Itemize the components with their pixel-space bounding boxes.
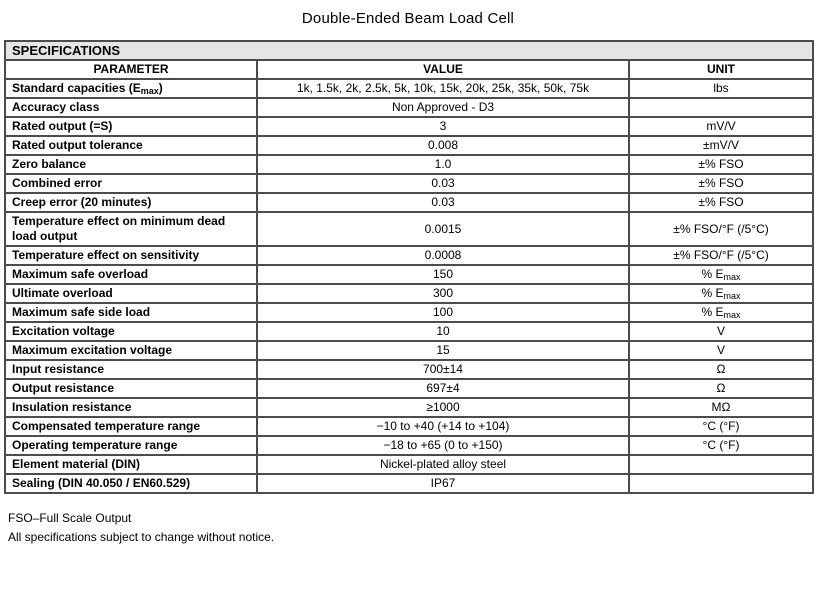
table-row — [5, 79, 813, 98]
value-cell: −18 to +65 (0 to +150) — [257, 436, 629, 455]
table-row — [5, 360, 813, 379]
unit-cell: ±% FSO — [629, 193, 813, 212]
table-row — [5, 136, 813, 155]
unit-cell: mV/V — [629, 117, 813, 136]
table-row — [5, 284, 813, 303]
parameter-cell: Standard capacities $(E_{max})$ — [5, 79, 257, 98]
value-cell: IP67 — [257, 474, 629, 493]
unit-cell: °C (°F) — [629, 436, 813, 455]
unit-cell — [629, 455, 813, 474]
parameter-cell: Zero balance — [5, 155, 257, 174]
unit-cell: °C (°F) — [629, 417, 813, 436]
page-title: Double-Ended Beam Load Cell — [301, 10, 515, 27]
parameter-cell: Operating temperature range — [5, 436, 257, 455]
parameter-cell: Element material (DIN) — [5, 455, 257, 474]
unit-cell — [629, 98, 813, 117]
parameter-cell: Sealing (DIN 40.050 / EN60.529) — [5, 474, 257, 493]
value-cell: ≥1000 — [257, 398, 629, 417]
parameter-cell: Temperature effect on sensitivity — [5, 246, 257, 265]
table-row — [5, 474, 813, 493]
unit-cell: % $E_{max}$ — [629, 303, 813, 322]
spec-table-body — [5, 79, 813, 493]
parameter-cell: Excitation voltage — [5, 322, 257, 341]
parameter-cell: Rated output (=S) — [5, 117, 257, 136]
column-header-row — [5, 60, 813, 79]
value-cell: −10 to +40 (+14 to +104) — [257, 417, 629, 436]
parameter-cell: Maximum safe side load — [5, 303, 257, 322]
unit-cell: ±% FSO/°F (/5°C) — [629, 212, 813, 246]
specifications-table — [4, 40, 814, 494]
table-section-header: SPECIFICATIONS — [5, 41, 813, 60]
unit-cell: ±mV/V — [629, 136, 813, 155]
unit-cell: % $E_{max}$ — [629, 265, 813, 284]
parameter-cell: Maximum safe overload — [5, 265, 257, 284]
unit-cell: MΩ — [629, 398, 813, 417]
table-row — [5, 322, 813, 341]
parameter-cell: Compensated temperature range — [5, 417, 257, 436]
column-header-unit: UNIT — [629, 60, 813, 79]
unit-cell: V — [629, 341, 813, 360]
unit-cell: Ω — [629, 379, 813, 398]
value-cell: 0.0015 — [257, 212, 629, 246]
unit-cell: ±% FSO/°F (/5°C) — [629, 246, 813, 265]
parameter-cell: Combined error — [5, 174, 257, 193]
value-cell: 0.0008 — [257, 246, 629, 265]
unit-cell: Ω — [629, 360, 813, 379]
table-row — [5, 436, 813, 455]
parameter-cell: Creep error (20 minutes) — [5, 193, 257, 212]
column-header-parameter: PARAMETER — [5, 60, 257, 79]
table-row — [5, 341, 813, 360]
parameter-cell: Input resistance — [5, 360, 257, 379]
value-cell: 0.03 — [257, 174, 629, 193]
table-row — [5, 379, 813, 398]
parameter-cell: Ultimate overload — [5, 284, 257, 303]
unit-cell: V — [629, 322, 813, 341]
parameter-cell: Maximum excitation voltage — [5, 341, 257, 360]
parameter-cell: Output resistance — [5, 379, 257, 398]
table-row — [5, 265, 813, 284]
table-row — [5, 174, 813, 193]
footnotes — [8, 509, 816, 547]
value-cell: 3 — [257, 117, 629, 136]
table-row — [5, 246, 813, 265]
value-cell: 150 — [257, 265, 629, 284]
unit-cell: % $E_{max}$ — [629, 284, 813, 303]
value-cell: Non Approved - D3 — [257, 98, 629, 117]
footnote-disclaimer: All specifications subject to change without notice. — [8, 530, 275, 544]
value-cell: 300 — [257, 284, 629, 303]
table-row — [5, 212, 813, 246]
value-cell: 700±14 — [257, 360, 629, 379]
value-cell: 1.0 — [257, 155, 629, 174]
footnote-fso: FSO–Full Scale Output — [8, 511, 132, 525]
table-row — [5, 98, 813, 117]
table-row — [5, 398, 813, 417]
parameter-cell: Insulation resistance — [5, 398, 257, 417]
unit-cell: lbs — [629, 79, 813, 98]
value-cell: 10 — [257, 322, 629, 341]
section-header-row — [5, 41, 813, 60]
unit-cell: ±% FSO — [629, 155, 813, 174]
parameter-cell: Rated output tolerance — [5, 136, 257, 155]
value-cell: 1k, 1.5k, 2k, 2.5k, 5k, 10k, 15k, 20k, 25k, 35k, 50k, 75k — [257, 79, 629, 98]
table-row — [5, 117, 813, 136]
table-row — [5, 417, 813, 436]
value-cell: 100 — [257, 303, 629, 322]
unit-cell — [629, 474, 813, 493]
table-row — [5, 455, 813, 474]
unit-cell: ±% FSO — [629, 174, 813, 193]
column-header-value: VALUE — [257, 60, 629, 79]
table-row — [5, 193, 813, 212]
table-row — [5, 303, 813, 322]
value-cell: 0.008 — [257, 136, 629, 155]
parameter-cell: Temperature effect on minimum dead load output — [5, 212, 257, 246]
value-cell: Nickel-plated alloy steel — [257, 455, 629, 474]
parameter-cell: Accuracy class — [5, 98, 257, 117]
table-row — [5, 155, 813, 174]
value-cell: 0.03 — [257, 193, 629, 212]
value-cell: 697±4 — [257, 379, 629, 398]
value-cell: 15 — [257, 341, 629, 360]
